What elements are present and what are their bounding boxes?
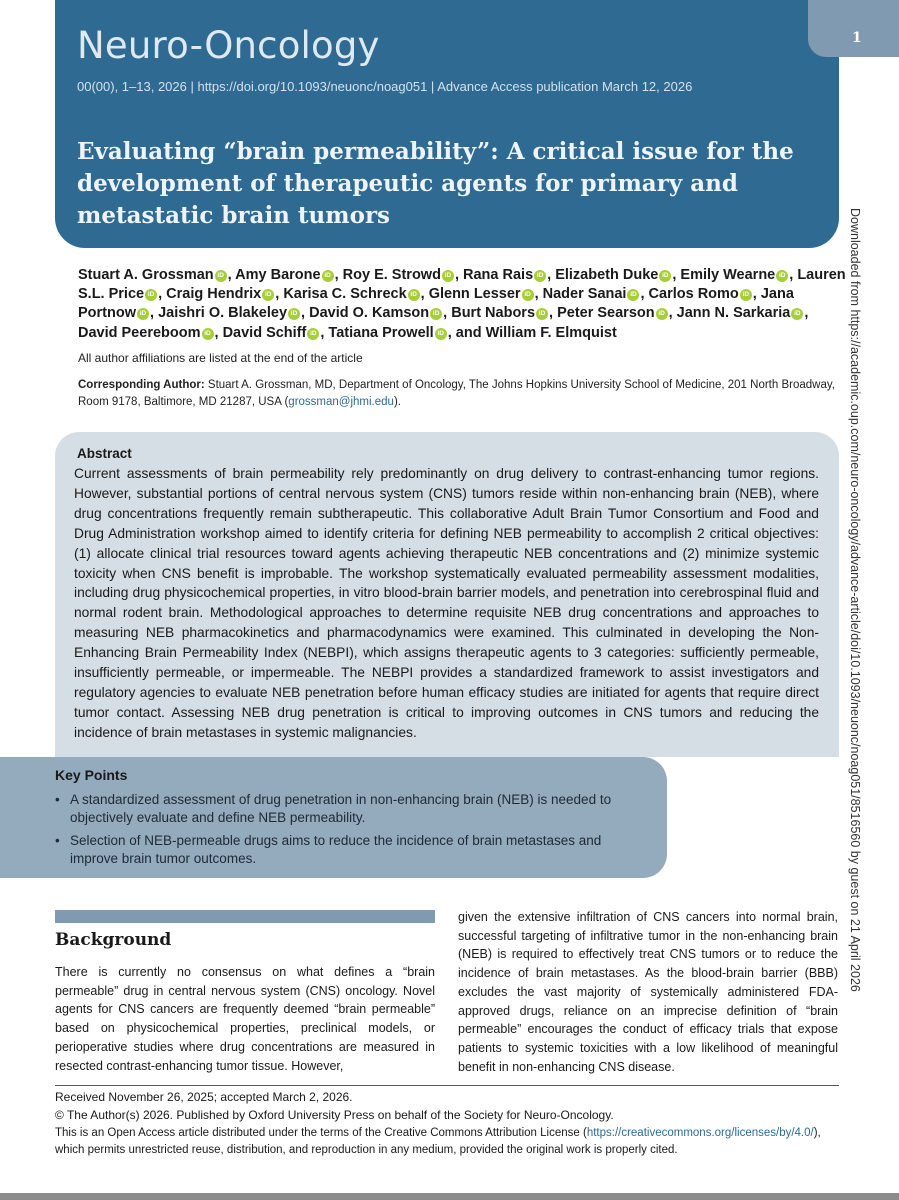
orcid-icon[interactable]: iD — [322, 270, 334, 282]
orcid-icon[interactable]: iD — [536, 308, 548, 320]
abstract-heading: Abstract — [77, 446, 132, 461]
orcid-icon[interactable]: iD — [656, 308, 668, 320]
orcid-icon[interactable]: iD — [307, 328, 319, 340]
abstract-text: Current assessments of brain permeability rely predominantly on drug delivery to contrast-enhancing tumor regions. However, substantial portions of central nervous system (CNS) tumors reside within non-enhancing brain (NEB), where drug concentrations frequently remain subtherapeutic. This collaborative Adult Brain Tumor Consortium and Food and Drug Administration workshop aimed to identify criteria for defining NEB permeability to accomplish 2 critical objectives: (1) allocate clinical trial resources toward agents achieving therapeutic NEB concentrations and (2) minimize systemic toxicity when CNS benefit is improbable. The workshop systematically evaluated permeability assessment modalities, including drug physicochemical properties, in vitro blood-brain barrier models, and penetration into cerebrospinal fluid and normal rodent brain. Methodological approaches to determine requisite NEB drug concentrations and approaches to measuring NEB pharmacokinetics and pharmacodynamics were examined. This culminated in developing the Non-Enhancing Brain Permeability Index (NEBPI), which assigns therapeutic agents to 3 categories: sufficiently permeable, insufficiently permeable, or impermeable. The NEBPI provides a standardized framework to assist investigators and regulatory agencies to evaluate NEB penetration before human efficacy studies are initiated for agents that require direct tumor contact. Assessing NEB drug penetration is critical to improving outcomes in CNS tumors and reducing the incidence of brain metastases in systemic malignancies. — [74, 466, 819, 740]
author-name: Nader Sanai — [542, 286, 627, 303]
author-name: Rana Rais — [463, 267, 534, 283]
license-notice — [55, 1125, 839, 1158]
orcid-icon[interactable]: iD — [534, 270, 546, 282]
author-name: David Schiff — [222, 324, 307, 341]
orcid-icon[interactable]: iD — [137, 308, 149, 320]
orcid-icon[interactable]: iD — [430, 308, 442, 320]
orcid-icon[interactable]: iD — [791, 308, 803, 320]
author-name: Stuart A. Grossman — [78, 267, 214, 283]
corresponding-text: Stuart A. Grossman, MD, Department of Oncology, The Johns Hopkins University School of Medicine, 201 North Broadway, Room 9178, Baltimore, MD 21287, USA ( — [78, 379, 835, 408]
author-name: Glenn Lesser — [428, 286, 521, 303]
received-dates: Received November 26, 2025; accepted March 2, 2026. — [55, 1090, 353, 1104]
key-points-list — [55, 791, 615, 873]
license-text-post: ), which permits unrestricted reuse, distribution, and reproduction in any medium, provided the original work is properly cited. — [55, 1127, 821, 1156]
page-number: 1 — [852, 30, 862, 46]
page-number-tab — [808, 0, 899, 57]
corresponding-label: Corresponding Author: — [78, 379, 205, 391]
background-column-1: There is currently no consensus on what defines a “brain permeable” drug in central nervous system (CNS) oncology. Novel agents for CNS cancers are frequently deemed “brain permeable” based on physicochemical properties, preclinical models, or perioperative studies where drug concentrations are measured in resected contrast-enhancing tumor tissue. However, — [55, 965, 435, 1073]
journal-name: Neuro-Oncology — [77, 24, 380, 67]
copyright-notice: © The Author(s) 2026. Published by Oxford University Press on behalf of the Society for Neuro-Oncology. — [55, 1108, 614, 1122]
section-accent-bar — [55, 910, 435, 923]
key-point-item: • A standardized assessment of drug penetration in non-enhancing brain (NEB) is needed to objectively evaluate and define NEB permeability. — [55, 791, 615, 826]
author-name: William F. Elmquist — [485, 324, 617, 341]
key-points-heading: Key Points — [55, 767, 128, 783]
affiliation-note: All author affiliations are listed at the end of the article — [78, 351, 363, 365]
author-name: Elizabeth Duke — [555, 267, 659, 283]
author-list: Stuart A. Grossman iD , Amy Barone iD , Roy E. Strowd iD , Rana Rais iD , Elizabeth Duke iD , Emily Wearne iD , Lauren S.L. Price iD , Craig Hendrix iD , Karisa C. Schreck iD , Glenn Lesser iD , Nader Sanai iD , Carlos Romo iD , Jana Portnow iD , Jaishri O. Blakeley iD , David O. Kamson iD , Burt Nabors iD , Peter Searson iD , Jann N. Sarkaria iD , David Peereboom iD , David Schiff iD , Tatiana Prowell iD , and William F. Elmquist — [78, 267, 846, 341]
background-heading: Background — [55, 930, 172, 950]
license-link[interactable]: https://creativecommons.org/licenses/by/4.0/ — [586, 1127, 814, 1139]
orcid-icon[interactable]: iD — [215, 270, 227, 282]
author-name: David Peereboom — [78, 324, 201, 341]
author-name: Jann N. Sarkaria — [676, 305, 791, 322]
author-name: Jaishri O. Blakeley — [158, 305, 288, 322]
download-note: Downloaded from https://academic.oup.com/neuro-oncology/advance-article/doi/10.1093/neuonc/noag051/8516560 by guest on 21 April 2026 — [848, 208, 862, 992]
orcid-icon[interactable]: iD — [288, 308, 300, 320]
author-name: Burt Nabors — [451, 305, 536, 322]
author-name: Lauren S.L. Price — [78, 267, 846, 303]
author-name: Amy Barone — [235, 267, 321, 283]
key-point-item: • Selection of NEB-permeable drugs aims to reduce the incidence of brain metastases and improve brain tumor outcomes. — [55, 832, 615, 867]
corresponding-author — [78, 377, 838, 411]
author-name: David O. Kamson — [309, 305, 430, 322]
orcid-icon[interactable]: iD — [776, 270, 788, 282]
journal-meta: 00(00), 1–13, 2026 | https://doi.org/10.1093/neuonc/noag051 | Advance Access publication March 12, 2026 — [77, 79, 693, 94]
orcid-icon[interactable]: iD — [202, 328, 214, 340]
orcid-icon[interactable]: iD — [627, 289, 639, 301]
author-name: Roy E. Strowd — [342, 267, 441, 283]
orcid-icon[interactable]: iD — [740, 289, 752, 301]
author-name: Karisa C. Schreck — [283, 286, 407, 303]
author-name: Jana Portnow — [78, 286, 794, 322]
author-name: Carlos Romo — [648, 286, 739, 303]
corresponding-email-link[interactable]: grossman@jhmi.edu — [288, 396, 394, 408]
orcid-icon[interactable]: iD — [262, 289, 274, 301]
bottom-bar — [0, 1193, 899, 1200]
article-title: Evaluating “brain permeability”: A critical issue for the development of therapeutic agents for primary and metastatic brain tumors — [77, 138, 794, 229]
corresponding-end: ). — [393, 396, 401, 408]
background-column-2: given the extensive infiltration of CNS cancers into normal brain, successful targeting of infiltrative tumor in the non-enhancing brain (NEB) is required to effectively treat CNS tumors or to reduce the incidence of brain metastases. As the blood-brain barrier (BBB) excludes the vast majority of systemically administered FDA-approved drugs, reliance on an imprecise definition of “brain permeable” encourages the conduct of efficacy trials that expose patients to systemic toxicities with a low likelihood of meaningful benefit in non-enhancing CNS disease. — [458, 910, 838, 1074]
author-name: Emily Wearne — [680, 267, 776, 283]
key-points-box — [0, 757, 667, 878]
author-name: Tatiana Prowell — [328, 324, 434, 341]
orcid-icon[interactable]: iD — [145, 289, 157, 301]
orcid-icon[interactable]: iD — [442, 270, 454, 282]
orcid-icon[interactable]: iD — [435, 328, 447, 340]
abstract-box — [55, 432, 839, 757]
author-name: Craig Hendrix — [166, 286, 262, 303]
footer-divider — [55, 1085, 839, 1086]
orcid-icon[interactable]: iD — [659, 270, 671, 282]
orcid-icon[interactable]: iD — [408, 289, 420, 301]
author-name: Peter Searson — [557, 305, 655, 322]
journal-header — [55, 0, 839, 248]
license-text-pre: This is an Open Access article distributed under the terms of the Creative Commons Attribution License ( — [55, 1127, 587, 1139]
orcid-icon[interactable]: iD — [522, 289, 534, 301]
